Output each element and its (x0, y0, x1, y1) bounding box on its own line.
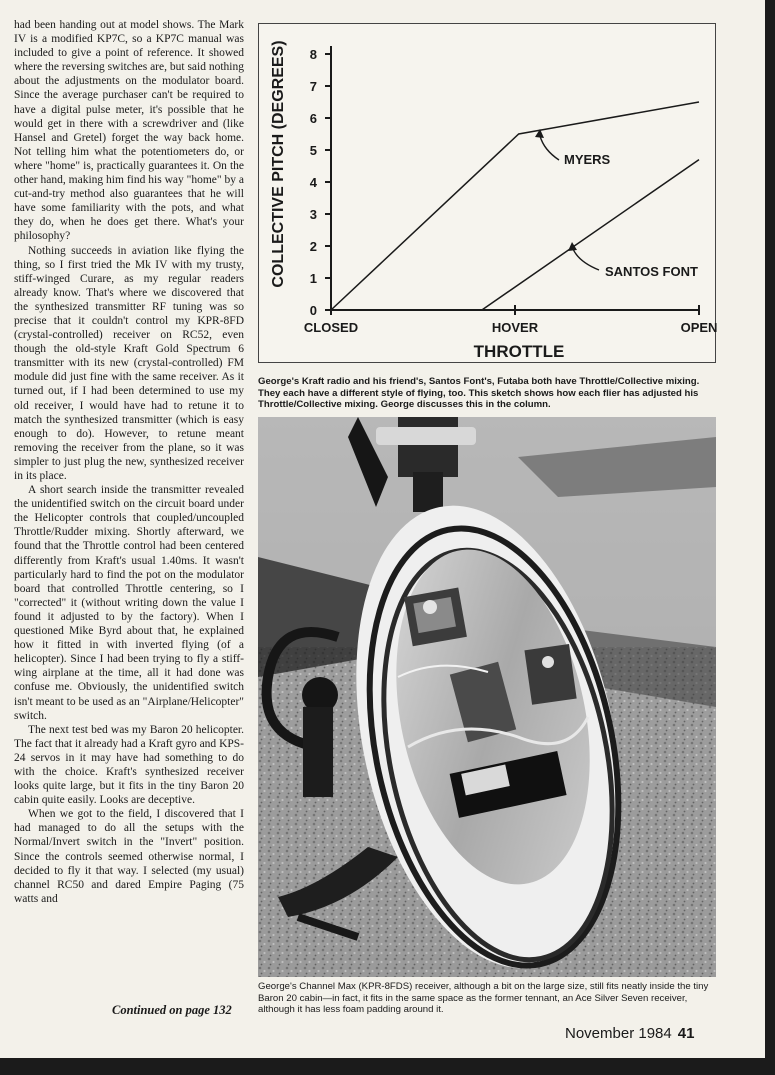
y-tick-label: 6 (309, 111, 317, 126)
santos-font-callout (568, 242, 698, 279)
chart-canvas (259, 24, 717, 364)
y-tick-label: 1 (309, 271, 317, 286)
issue-date: November 1984 (565, 1025, 672, 1042)
helicopter-photo (258, 417, 716, 977)
y-tick-label: 3 (309, 207, 317, 222)
article-paragraph: had been handing out at model shows. The Mark IV is a modified KP7C, so a KP7C manual was included to give a point of reference. It showed where the reversing switches are, but said nothing about the adjustments on the modulator board. Since the average purchaser can't be required to have a digital pulse meter, it's possible that he would get in there with a screwdriver and (like Hansel and Gretel) forget the way back home. Not telling him what the potentiometers do, or where "home" is, practically guarantees it. On the other hand, making him find his way "home" by a cut-and-try method also guarantees that he will have some familiarity with the pots, and what they do, when he does get there. What's your philosophy? (14, 19, 244, 243)
chart-caption: George's Kraft radio and his friend's, Santos Font's, Futaba both have Throttle/Collective mixing. They each have a different style of flying, too. This sketch shows how each flier has adjusted his Throttle/Collective mixing. George discusses this in the column. (258, 376, 700, 410)
article-column (14, 18, 244, 906)
y-tick-label: 5 (309, 143, 317, 158)
y-tick-label: 2 (309, 239, 317, 254)
helicopter-cabin-illustration (258, 417, 716, 977)
x-tick-label: OPEN (680, 320, 717, 335)
series-label-santos-font: SANTOS FONT (605, 264, 698, 279)
y-tick-label: 7 (309, 79, 317, 94)
x-axis-label: THROTTLE (473, 342, 565, 361)
x-tick-label: HOVER (491, 320, 539, 335)
myers-callout (535, 129, 611, 167)
series-line-santos-font (331, 160, 699, 310)
continued-note: Continued on page 132 (112, 1003, 232, 1017)
x-tick-label: CLOSED (303, 320, 359, 335)
article-paragraph: When we got to the field, I discovered that I had managed to do all the setups with the Normal/Invert switch in the "Invert" position. Since the controls seemed otherwise normal, I decided to fly it that way. I selected (my usual) channel RC50 and dared Empire Paging (75 watts and (14, 808, 244, 905)
page-footer (565, 1025, 694, 1042)
article-paragraph: The next test bed was my Baron 20 helicopter. The fact that it already had a Kraft gyro and KPS-24 servos in it may have had something to do with the choice. Kraft's synthesized receiver looks quite large, but it fits in the tiny Baron 20 cabin quite easily. Looks are deceptive. (14, 723, 244, 807)
y-axis-label: COLLECTIVE PITCH (DEGREES) (270, 40, 287, 288)
collective-pitch-chart (258, 23, 716, 363)
y-tick-label: 4 (309, 175, 317, 190)
y-tick-label: 8 (309, 47, 317, 62)
photo-caption: George's Channel Max (KPR-8FDS) receiver, although a bit on the large size, still fits neatly inside the tiny Baron 20 cabin—in fact, it fits in the same space as the former tennant, an Ace Silver Seven receiver, although it has less foam padding around it. (258, 981, 709, 1015)
y-tick-label: 0 (309, 303, 317, 318)
article-paragraph: Nothing succeeds in aviation like flying the thing, so I first tried the Mk IV with my trusty, stiff-winged Curare, as my regular readers already know. That's where we discovered that the synthesized transmitter RF tuning was so precise that it couldn't control my KPR-8FD (crystal-controlled) receiver on RC52, even though the old-style Kraft Gold Spectrum 6 transmitter with its new (crystal-controlled) FM module did just fine with the same receiver. As it turned out, if I had been determined to use my old receiver, I would have had to retune it to match the synthesized transmitter (which is easy enough to do). However, to retune meant removing the receiver from the plane, so it was simpler to just plug the new, synthesized receiver in its place. (14, 244, 244, 482)
article-paragraph: A short search inside the transmitter revealed the unidentified switch on the circuit board under the Helicopter controls that coupled/uncoupled Throttle/Rudder mixing. Shortly afterward, we found that the Throttle control had been centered differently from Kraft's usual 1.40ms. It wasn't particularly hard to find the pot on the modulator board that controlled Throttle centering, so I "corrected" it (without writing down the value I found it adjusted to by the factory). When I questioned Mike Byrd about that, he explained how it fitted in with inverted flying (of a helicopter). Since I had been trying to fly a stiff-wing airplane at the time, all it had done was confuse me. Obviously, the unidentified switch isn't meant to be used as an "Airplane/Helicopter" switch. (14, 484, 244, 722)
page-number: 41 (677, 1025, 695, 1042)
y-ticks (310, 47, 331, 318)
series-label-myers: MYERS (564, 152, 611, 167)
